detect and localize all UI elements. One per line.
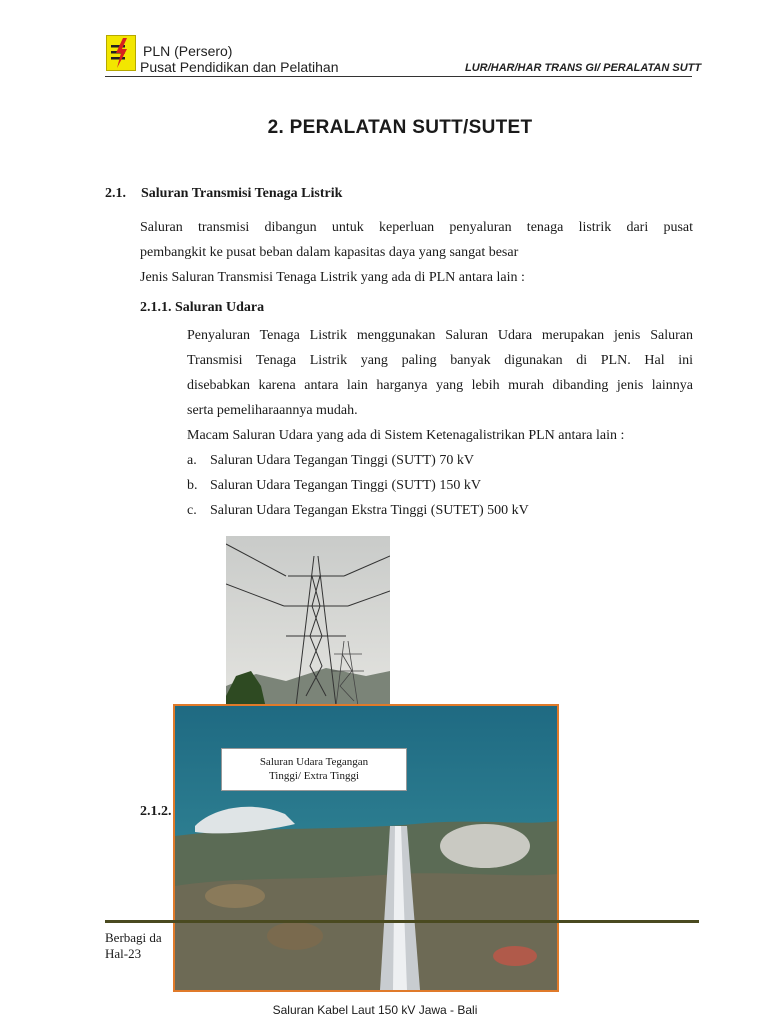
footer-text: Berbagi da — [105, 930, 162, 945]
paragraph-line: serta pemeliharaannya mudah. — [187, 403, 358, 418]
section-paragraph — [140, 215, 693, 265]
subsection-heading-2: 2.1.2. — [140, 804, 172, 819]
paragraph-line: Penyaluran Tenaga Listrik menggunakan Saluran Udara merupakan jenis Saluran — [187, 328, 693, 343]
photo-caption: Saluran Kabel Laut 150 kV Jawa - Bali — [272, 1003, 478, 1017]
header-subtitle: Pusat Pendidikan dan Pelatihan — [140, 59, 339, 75]
tower-caption-box — [221, 748, 407, 791]
header-org: PLN (Persero) — [143, 43, 233, 59]
subsection-heading: 2.1.1. Saluran Udara — [140, 300, 265, 315]
subsection-paragraph — [187, 323, 693, 423]
section-heading: Saluran Transmisi Tenaga Listrik — [141, 186, 343, 201]
list-item-text: Saluran Udara Tegangan Tinggi (SUTT) 70 kV — [210, 453, 474, 468]
list-marker: b. — [187, 478, 198, 493]
paragraph-line: pembangkit ke pusat beban dalam kapasitas daya yang sangat besar — [140, 245, 519, 260]
paragraph-line: disebabkan karena antara lain harganya yang lebih murah dibanding jenis lainnya — [187, 378, 693, 393]
caption-line: Saluran Udara Tegangan — [259, 756, 369, 768]
caption-line: Tinggi/ Extra Tinggi — [268, 770, 360, 782]
section-number: 2.1. — [105, 186, 126, 201]
list-item — [187, 498, 529, 523]
paragraph-line: Saluran transmisi dibangun untuk keperluan penyaluran tenaga listrik dari pusat — [140, 220, 693, 235]
list-marker: a. — [187, 453, 197, 468]
list-item — [187, 473, 481, 498]
list-item-text: Saluran Udara Tegangan Tinggi (SUTT) 150 kV — [210, 478, 481, 493]
transmission-tower-photo — [226, 536, 390, 708]
header-doc-ref: LUR/HAR/HAR TRANS GI/ PERALATAN SUTT — [465, 62, 702, 74]
paragraph-line: Transmisi Tenaga Listrik yang paling banyak digunakan di PLN. Hal ini — [187, 353, 693, 368]
page-number: Hal-23 — [105, 946, 142, 961]
page-title: 2. PERALATAN SUTT/SUTET — [267, 117, 533, 138]
list-item-text: Saluran Udara Tegangan Ekstra Tinggi (SUTET) 500 kV — [210, 503, 529, 518]
list-marker: c. — [187, 503, 197, 518]
header-rule — [105, 76, 692, 77]
footer-rule — [105, 920, 699, 923]
list-item — [187, 448, 474, 473]
section-paragraph-2: Jenis Saluran Transmisi Tenaga Listrik yang ada di PLN antara lain : — [140, 270, 525, 285]
list-intro: Macam Saluran Udara yang ada di Sistem Ketenagalistrikan PLN antara lain : — [187, 428, 625, 443]
pln-logo — [106, 35, 136, 71]
